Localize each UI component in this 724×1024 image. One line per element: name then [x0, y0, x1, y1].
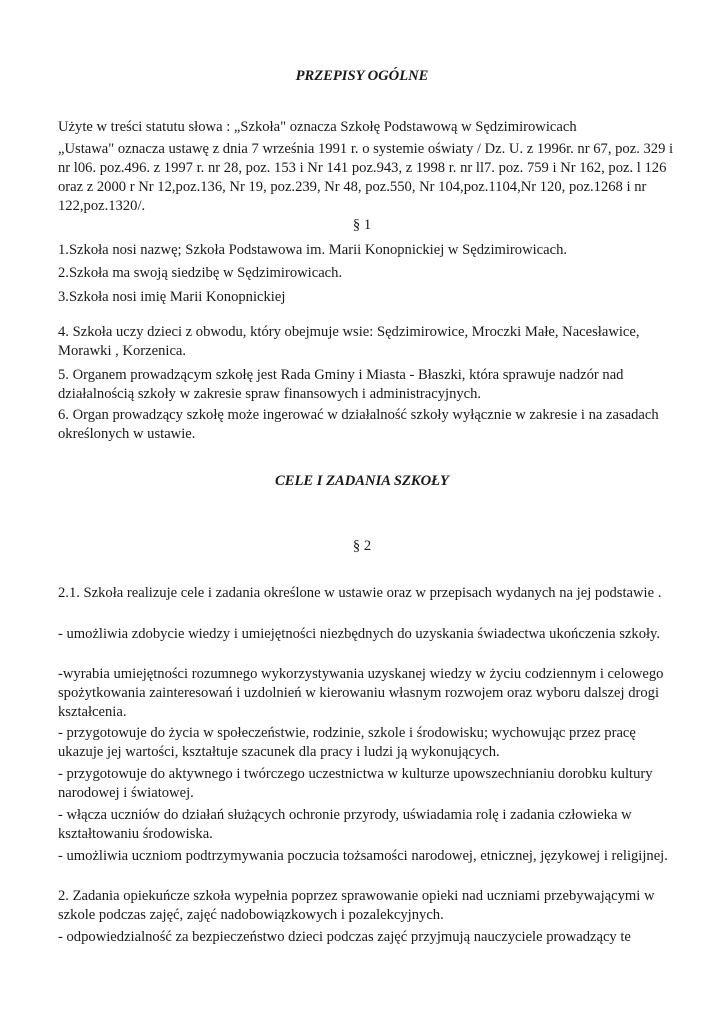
section-1-item-2: 2.Szkoła ma swoją siedzibę w Sędzimirowicach.	[58, 265, 343, 281]
section-2-mark: § 2	[352, 538, 372, 554]
section-2-item-1: 2.1. Szkoła realizuje cele i zadania określone w ustawie oraz w przepisach wydanych na jej podstawie .	[58, 585, 662, 601]
section-2-item-7: - umożliwia uczniom podtrzymywania poczucia tożsamości narodowej, etnicznej, językowej i religijnej.	[58, 848, 668, 864]
section-2-item-2: - umożliwia zdobycie wiedzy i umiejętności niezbędnych do uzyskania świadectwa ukończenia szkoły.	[58, 626, 661, 642]
section-2-item-8: 2. Zadania opiekuńcze szkoła wypełnia poprzez sprawowanie opieki nad uczniami przebywającymi w szkole podczas zajęć, zajęć nadobowiązkowych i pozalekcyjnych.	[58, 888, 655, 923]
definition-szkola: Użyte w treści statutu słowa : „Szkoła" oznacza Szkołę Podstawową w Sędzimirowicach	[58, 119, 577, 135]
section-1-item-5: 5. Organem prowadzącym szkołę jest Rada Gminy i Miasta - Błaszki, która sprawuje nadzór nad działalnością szkoły w zakresie spraw finansowych i administracyjnych.	[58, 367, 624, 402]
section-2-item-6: - włącza uczniów do działań służących ochronie przyrody, uświadamia rolę i zadania człowieka w kształtowaniu środowiska.	[58, 807, 632, 842]
section-2-item-9: - odpowiedzialność za bezpieczeństwo dzieci podczas zajęć przyjmują nauczyciele prowadzący te	[58, 929, 631, 945]
section-1-item-4: 4. Szkoła uczy dzieci z obwodu, który obejmuje wsie: Sędzimirowice, Mroczki Małe, Nacesławice, Morawki , Korzenica.	[58, 324, 640, 359]
section-1-item-1: 1.Szkoła nosi nazwę; Szkoła Podstawowa im. Marii Konopnickiej w Sędzimirowicach.	[58, 242, 568, 258]
section-1-item-6: 6. Organ prowadzący szkołę może ingerować w działalność szkoły wyłącznie w zakresie i na zasadach określonych w ustawie.	[58, 407, 659, 442]
section-1-mark: § 1	[352, 217, 372, 233]
section-2-item-4: - przygotowuje do życia w społeczeństwie, rodzinie, szkole i środowisku; wychowując przez pracę ukazuje jej wartości, kształtuje szacunek dla pracy i ludzi ją wykonujących.	[58, 725, 636, 760]
section-1-item-3: 3.Szkoła nosi imię Marii Konopnickiej	[58, 289, 286, 305]
section-2-item-3: -wyrabia umiejętności rozumnego wykorzystywania uzyskanej wiedzy w życiu codziennym i celowego spożytkowania zainteresowań i uzdolnień w kierowaniu własnym rozwojem oraz wyboru dalszej drogi kształcenia.	[58, 666, 664, 720]
section-2-item-5: - przygotowuje do aktywnego i twórczego uczestnictwa w kulturze upowszechnianiu dorobku kultury narodowej i światowej.	[58, 766, 653, 801]
definition-ustawa: „Ustawa" oznacza ustawę z dnia 7 września 1991 r. o systemie oświaty / Dz. U. z 1996r. nr 67, poz. 329 i nr l06. poz.496. z 1997 r. nr 28, poz. 153 i Nr 141 poz.943, z 1998 r. nr ll7. poz. 759 i Nr 162, poz. l 126 oraz z 2000 r Nr 12,poz.136, Nr 19, poz.239, Nr 48, poz.550, Nr 104,poz.1104,Nr 120, poz.1268 i nr 122,poz.1320/.	[58, 141, 674, 214]
heading-general: PRZEPISY OGÓLNE	[295, 68, 429, 84]
heading-goals: CELE I ZADANIA SZKOŁY	[275, 473, 449, 489]
